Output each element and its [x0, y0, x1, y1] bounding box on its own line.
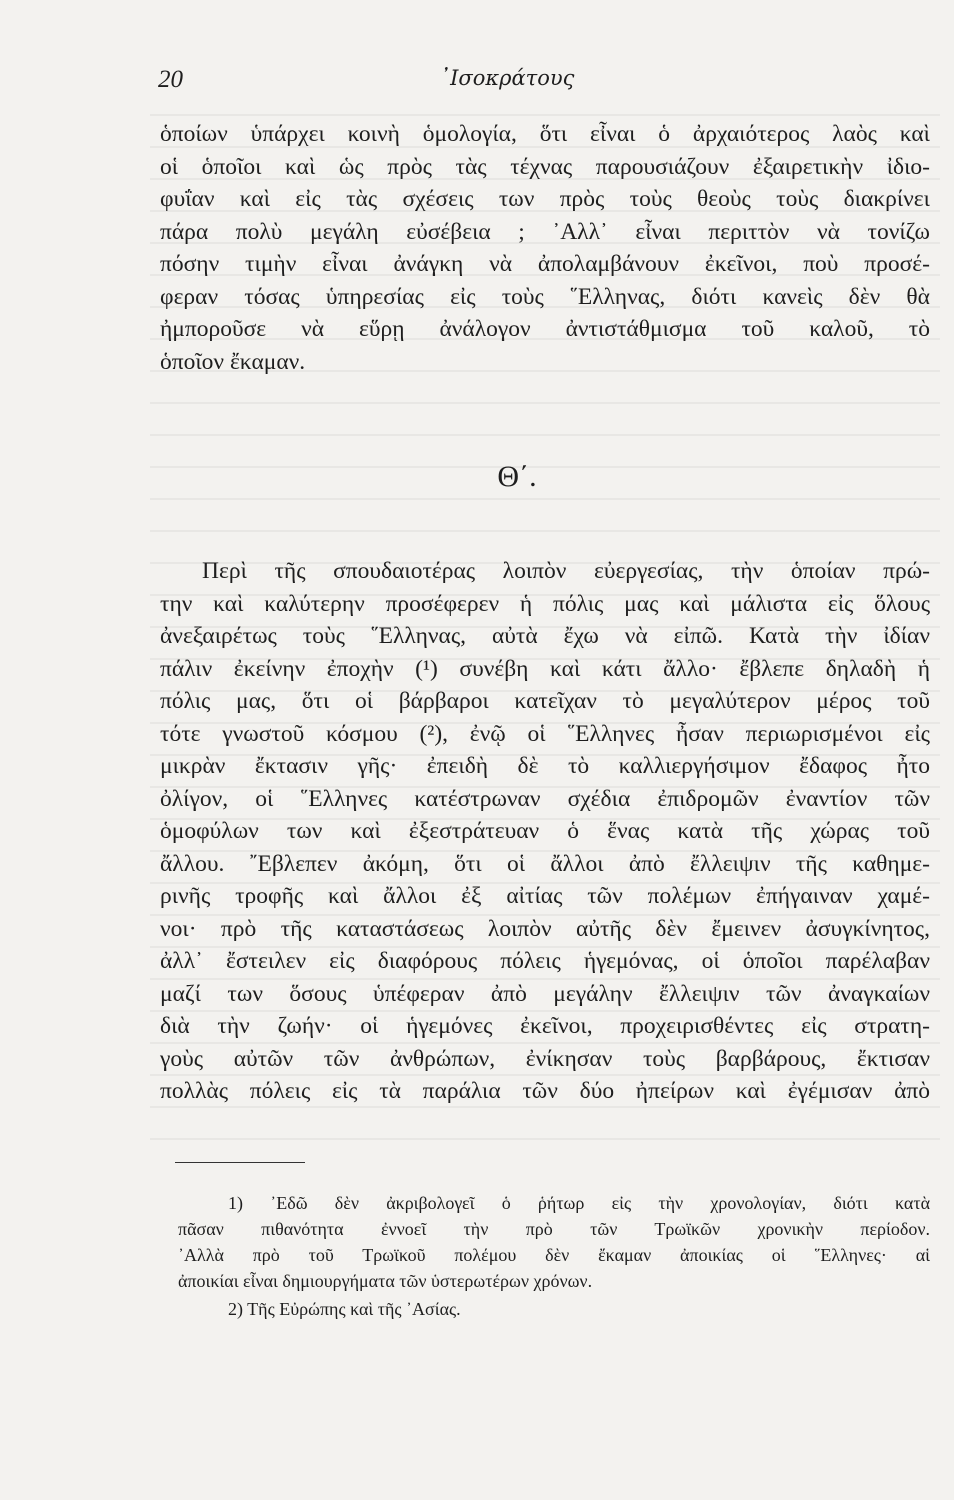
text-line: μαζί των ὅσους ὑπέφεραν ἀπὸ μεγάλην ἔλλειψιν τῶν ἀναγκαίων [160, 980, 930, 1007]
footnote-1-line: 1) ᾿Εδῶ δὲν ἀκριβολογεῖ ὁ ῥήτωρ εἰς τὴν χρονολογίαν, διότι κατὰ [228, 1193, 930, 1213]
section-heading: Θ΄. [497, 460, 537, 493]
text-line: διὰ τὴν ζωήν· οἱ ἡγεμόνες ἐκεῖνοι, προχειρισθέντες εἰς στρατη- [160, 1013, 930, 1039]
text-line: γοὺς αὐτῶν τῶν ἀνθρώπων, ἐνίκησαν τοὺς βαρβάρους, ἔκτισαν [160, 1045, 930, 1072]
text-line: ἀλλ᾿ ἔστειλεν εἰς διαφόρους πόλεις ἡγεμόνας, οἱ ὁποῖοι παρέλαβαν [160, 948, 930, 974]
text-line: πόλις μας, ὅτι οἱ βάρβαροι κατεῖχαν τὸ μεγαλύτερον μέρος τοῦ [160, 688, 930, 714]
text-line: πάλιν ἐκείνην ἐποχὴν (¹) συνέβη καὶ κάτι ἄλλο· ἔβλεπε δηλαδὴ ἡ [160, 655, 930, 682]
text-line: την καὶ καλύτερην προσέφερεν ἡ πόλις μας καὶ μάλιστα εἰς ὅλους [160, 590, 930, 617]
footnote-1-line: ᾿Αλλὰ πρὸ τοῦ Τρωϊκοῦ πολέμου δὲν ἔκαμαν ἀποικίας οἱ ῞Ελληνες· αἱ [178, 1245, 930, 1265]
text-line: ἀνεξαιρέτως τοὺς ῞Ελληνας, αὐτὰ ἔχω νὰ εἰπῶ. Κατὰ τὴν ἰδίαν [160, 623, 930, 649]
text-line: ρινῆς τροφῆς καὶ ἄλλοι ἐξ αἰτίας τῶν πολέμων ἐπήγαιναν χαμέ- [160, 883, 930, 909]
text-line: τότε γνωστοῦ κόσμου (²), ἐνῷ οἱ ῞Ελληνες ἦσαν περιωρισμένοι εἰς [160, 720, 930, 747]
running-title: ᾿Ισοκράτους [439, 66, 575, 90]
text-line: ὀλίγον, οἱ ῞Ελληνες κατέστρωναν σχέδια ἐπιδρομῶν ἐναντίον τῶν [160, 785, 930, 812]
text-line: πάρα πολὺ μεγάλη εὐσέβεια ; ᾿Αλλ᾿ εἶναι περιττὸν νὰ τονίζω [160, 218, 930, 245]
text-line: πόσην τιμὴν εἶναι ἀνάγκη νὰ ἀπολαμβάνουν ἐκεῖνοι, ποὺ προσέ- [160, 251, 930, 277]
text-line: ἠμποροῦσε νὰ εὕρῃ ἀνάλογον ἀντιστάθμισμα τοῦ καλοῦ, τὸ [160, 316, 930, 342]
paragraph-1 [160, 118, 930, 378]
text-line: φεραν τόσας ὑπηρεσίας εἰς τοὺς ῞Ελληνας, διότι κανεὶς δὲν θὰ [160, 283, 930, 310]
paragraph-2 [160, 555, 930, 1108]
footnote-2: 2) Τῆς Εὐρώπης καὶ τῆς ᾿Ασίας. [228, 1299, 461, 1319]
text-line: Περὶ τῆς σπουδαιοτέρας λοιπὸν εὐεργεσίας, τὴν ὁποίαν πρώ- [202, 558, 930, 584]
text-line: ὁμοφύλων των καὶ ἐξεστράτευαν ὁ ἕνας κατὰ τῆς χώρας τοῦ [160, 818, 930, 844]
text-line: νοι· πρὸ τῆς καταστάσεως λοιπὸν αὐτῆς δὲν ἔμεινεν ἀσυγκίνητος, [160, 915, 930, 942]
footnote-1-line: ἀποικίαι εἶναι δημιουργήματα τῶν ὑστερωτέρων χρόνων. [178, 1271, 593, 1291]
footnote-rule [175, 1162, 305, 1163]
text-line: πολλὰς πόλεις εἰς τὰ παράλια τῶν δύο ἠπείρων καὶ ἐγέμισαν ἀπὸ [160, 1078, 930, 1104]
text-line: ὁποῖον ἔκαμαν. [160, 348, 306, 375]
text-line: φυΐαν καὶ εἰς τὰς σχέσεις των πρὸς τοὺς θεοὺς τοὺς διακρίνει [160, 186, 930, 212]
footnotes [178, 1190, 930, 1322]
text-line: ἄλλου. ῎Εβλεπεν ἀκόμη, ὅτι οἱ ἄλλοι ἀπὸ ἔλλειψιν τῆς καθημε- [160, 850, 930, 877]
text-line: ὁποίων ὑπάρχει κοινὴ ὁμολογία, ὅτι εἶναι ὁ ἀρχαιότερος λαὸς καὶ [160, 121, 930, 147]
text-line: μικρὰν ἔκτασιν γῆς· ἐπειδὴ δὲ τὸ καλλιεργήσιμον ἔδαφος ἦτο [160, 753, 930, 779]
page-number: 20 [158, 66, 183, 93]
text-line: οἱ ὁποῖοι καὶ ὡς πρὸς τὰς τέχνας παρουσιάζουν ἐξαιρετικὴν ἰδιο- [160, 153, 930, 180]
footnote-1-line: πᾶσαν πιθανότητα ἐννοεῖ τὴν πρὸ τῶν Τρωϊκῶν χρονικὴν περίοδον. [178, 1219, 930, 1239]
